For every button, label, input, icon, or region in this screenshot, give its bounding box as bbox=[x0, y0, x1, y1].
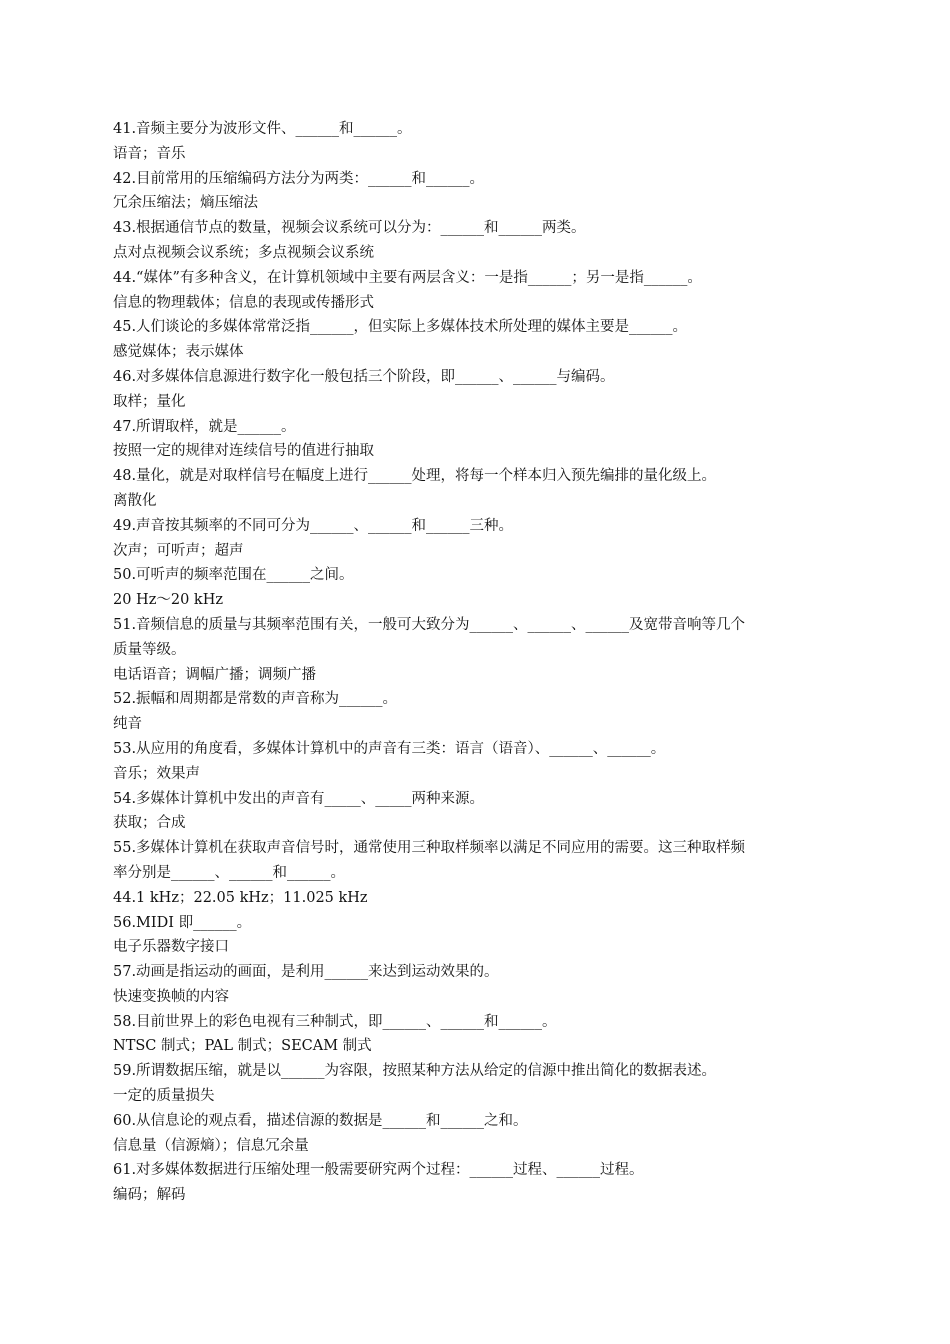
text-line: 离散化 bbox=[113, 492, 157, 509]
text-line: 快速变换帧的内容 bbox=[113, 988, 229, 1005]
question-line: 56.MIDI 即______。 bbox=[113, 914, 252, 931]
question-line: 41.音频主要分为波形文件、______和______。 bbox=[113, 121, 412, 137]
question-line: 61.对多媒体数据进行压缩处理一般需要研究两个过程：______过程、______过程。 bbox=[113, 1162, 644, 1179]
text-line: 电话语音；调幅广播；调频广播 bbox=[113, 666, 316, 683]
question-line: 47.所谓取样，就是______。 bbox=[113, 418, 296, 435]
text-line: 20 Hz～20 kHz bbox=[113, 592, 223, 609]
text-line: 获取；合成 bbox=[113, 815, 186, 832]
text-line: NTSC 制式；PAL 制式；SECAM 制式 bbox=[113, 1038, 372, 1055]
text-line: 电子乐器数字接口 bbox=[113, 939, 229, 956]
question-line: 53.从应用的角度看，多媒体计算机中的声音有三类：语言（语音）、______、______。 bbox=[113, 740, 666, 757]
text-line: 质量等级。 bbox=[113, 641, 186, 658]
question-line: 46.对多媒体信息源进行数字化一般包括三个阶段，即______、______与编码。 bbox=[113, 368, 615, 385]
text-line: 信息的物理载体；信息的表现或传播形式 bbox=[113, 294, 374, 311]
text-line: 率分别是______、______和______。 bbox=[113, 864, 345, 881]
text-line: 语音；音乐 bbox=[113, 145, 186, 162]
question-line: 43.根据通信节点的数量，视频会议系统可以分为：______和______两类。 bbox=[113, 220, 586, 237]
text-line: 次声；可听声；超声 bbox=[113, 542, 244, 559]
question-line: 52.振幅和周期都是常数的声音称为______。 bbox=[113, 691, 398, 708]
text-line: 音乐；效果声 bbox=[113, 765, 200, 782]
question-line: 54.多媒体计算机中发出的声音有_____、_____两种来源。 bbox=[113, 790, 485, 807]
text-line: 点对点视频会议系统；多点视频会议系统 bbox=[113, 244, 374, 261]
question-line: 55.多媒体计算机在获取声音信号时，通常使用三种取样频率以满足不同应用的需要。这三种取样频 bbox=[113, 840, 746, 857]
text-line: 取样；量化 bbox=[113, 393, 186, 410]
question-line: 44.1 kHz；22.05 kHz；11.025 kHz bbox=[113, 889, 368, 906]
question-line: 59.所谓数据压缩，就是以______为容限，按照某种方法从给定的信源中推出简化的数据表述。 bbox=[113, 1063, 717, 1080]
text-line: 纯音 bbox=[113, 716, 142, 733]
text-line: 一定的质量损失 bbox=[113, 1088, 215, 1105]
text-line: 编码；解码 bbox=[113, 1187, 186, 1204]
question-line: 60.从信息论的观点看，描述信源的数据是______和______之和。 bbox=[113, 1112, 528, 1129]
question-line: 49.声音按其频率的不同可分为______、______和______三种。 bbox=[113, 517, 514, 534]
question-line: 58.目前世界上的彩色电视有三种制式，即______、______和______。 bbox=[113, 1013, 557, 1030]
question-line: 50.可听声的频率范围在______之间。 bbox=[113, 567, 354, 584]
document-body bbox=[113, 117, 843, 1208]
question-line: 48.量化，就是对取样信号在幅度上进行______处理，将每一个样本归入预先编排的量化级上。 bbox=[113, 468, 717, 485]
text-line: 冗余压缩法；熵压缩法 bbox=[113, 195, 258, 212]
question-line: 45.人们谈论的多媒体常常泛指______，但实际上多媒体技术所处理的媒体主要是______。 bbox=[113, 319, 688, 336]
text-line: 信息量（信源熵）；信息冗余量 bbox=[113, 1137, 309, 1154]
question-line: 44.“媒体”有多种含义，在计算机领域中主要有两层含义：一是指______；另一是指______。 bbox=[113, 269, 702, 286]
text-line: 感觉媒体；表示媒体 bbox=[113, 344, 244, 361]
question-line: 51.音频信息的质量与其频率范围有关，一般可大致分为______、______、______及宽带音响等几个 bbox=[113, 616, 746, 633]
text-line: 按照一定的规律对连续信号的值进行抽取 bbox=[113, 443, 374, 460]
question-line: 42.目前常用的压缩编码方法分为两类：______和______。 bbox=[113, 170, 485, 187]
question-line: 57.动画是指运动的画面，是利用______来达到运动效果的。 bbox=[113, 964, 499, 981]
